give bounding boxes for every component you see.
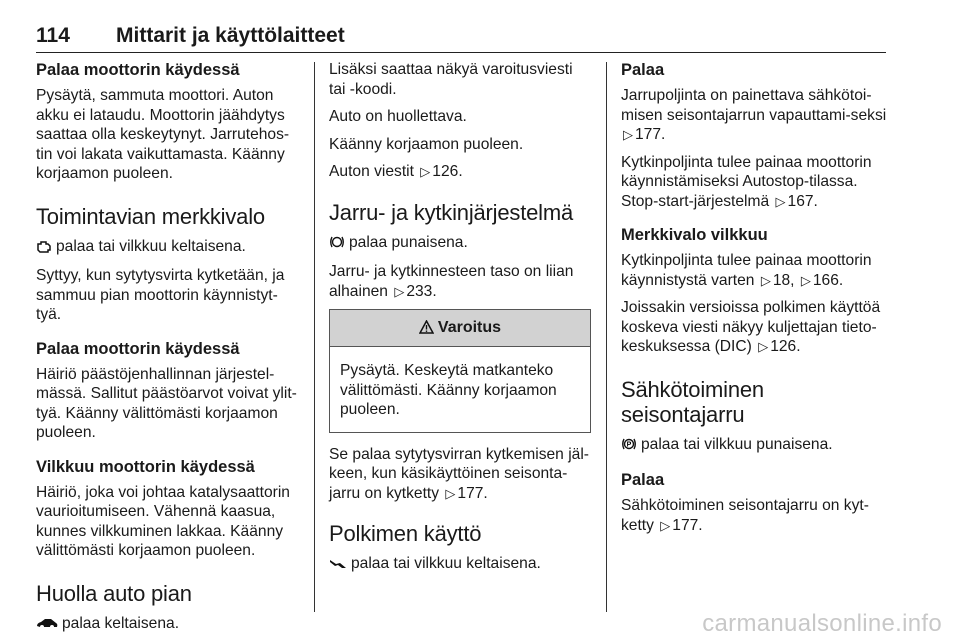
column-divider xyxy=(314,62,315,612)
page-number: 114 xyxy=(36,24,70,47)
paragraph: Käänny korjaamon puoleen. xyxy=(329,135,524,153)
warning-text: Pysäytä. Keskeytä matkanteko välittömästi. Käänny korjaamon puoleen. xyxy=(340,362,557,418)
icon-paragraph: palaa tai vilkkuu keltaisena. xyxy=(36,237,302,259)
paragraph: Häiriö, joka voi johtaa katalysaattorin vaurioitumiseen. Vähennä kaasua, kunnes vilkkuminen lakkaa. Käänny välittömästi korjaamon puoleen. xyxy=(36,483,290,559)
cross-reference-icon: ▷ xyxy=(760,272,771,288)
cross-reference-icon: ▷ xyxy=(394,283,405,299)
section-heading: Palaa xyxy=(621,471,665,489)
cross-reference-icon: ▷ xyxy=(800,272,811,288)
icon-paragraph: palaa tai vilkkuu keltaisena. xyxy=(329,554,591,576)
cross-reference-icon: ▷ xyxy=(660,517,671,533)
section-title: Jarru- ja kytkinjärjestelmä xyxy=(329,199,574,225)
page-title: Mittarit ja käyttölaitteet xyxy=(116,24,345,47)
paragraph: Kytkinpoljinta tulee painaa moottorin käynnistämiseksi Autostop-tilassa. Stop-start-järjestelmä ▷ 167. xyxy=(621,153,872,210)
paragraph: Auto on huollettava. xyxy=(329,108,467,125)
section-heading: Palaa xyxy=(621,61,665,79)
icon-paragraph: P palaa tai vilkkuu punaisena. xyxy=(621,435,889,457)
section-title: Toimintavian merkkivalo xyxy=(36,203,265,229)
section-title: Huolla auto pian xyxy=(36,580,192,606)
car-service-icon xyxy=(36,616,58,636)
paragraph: Lisäksi saattaa näkyä varoitusviesti tai -koodi. xyxy=(329,61,573,98)
cross-reference-icon: ▷ xyxy=(758,339,769,354)
section-title: seisontajarru xyxy=(621,401,745,427)
paragraph: Sähkötoiminen seisontajarru on kyt-ketty ▷ 177. xyxy=(621,497,869,534)
page-reference-link[interactable]: 18, xyxy=(772,271,795,289)
icon-paragraph: palaa punaisena. xyxy=(329,233,591,255)
paragraph: Auton viestit ▷ 126. xyxy=(329,163,463,180)
section-heading: Palaa moottorin käydessä xyxy=(36,339,240,358)
parking-brake-icon xyxy=(621,437,637,457)
svg-text:P: P xyxy=(626,441,632,448)
page-reference-link[interactable]: 177. xyxy=(672,516,703,534)
paragraph: Jarru- ja kytkinnesteen taso on liian alhainen ▷ 233. xyxy=(329,263,574,300)
column-divider xyxy=(606,62,607,612)
warning-triangle-icon xyxy=(419,312,434,348)
pedal-icon xyxy=(329,556,347,576)
paragraph: Syttyy, kun sytytysvirta kytketään, ja sammuu pian moottorin käynnistyt-tyä. xyxy=(36,267,285,323)
icon-paragraph: palaa keltaisena. xyxy=(36,614,302,636)
cross-reference-icon: ▷ xyxy=(445,485,456,501)
warning-header xyxy=(330,310,590,347)
page-header xyxy=(36,18,886,53)
section-heading: Vilkkuu moottorin käydessä xyxy=(36,457,255,476)
warning-label: Varoitus xyxy=(437,319,502,336)
cross-reference-icon: ▷ xyxy=(420,164,431,179)
page-reference-link[interactable]: 167. xyxy=(787,192,818,210)
section-heading: Palaa moottorin käydessä xyxy=(36,61,240,79)
column-1 xyxy=(36,60,302,643)
watermark: carmanualsonline.info xyxy=(702,610,942,637)
column-2 xyxy=(329,60,591,584)
section-heading: Merkkivalo vilkkuu xyxy=(621,226,768,244)
cross-reference-icon: ▷ xyxy=(623,127,633,142)
page-reference-link[interactable]: 177. xyxy=(457,484,488,502)
section-title: Sähkötoiminen xyxy=(621,376,764,402)
cross-reference-icon: ▷ xyxy=(775,193,786,209)
brake-warning-icon xyxy=(329,235,345,255)
page-reference-link[interactable]: 126. xyxy=(770,338,801,355)
section-title: Polkimen käyttö xyxy=(329,521,482,546)
paragraph: Häiriö päästöjenhallinnan järjestel-mässä. Sallitut päästöarvot voivat ylit-tyä. Käänny välittömästi korjaamon puoleen. xyxy=(36,365,297,441)
paragraph: Kytkinpoljinta tulee painaa moottorin käynnistystä varten ▷ 18, ▷ 166. xyxy=(621,252,872,289)
paragraph: Jarrupoljinta on painettava sähkötoi-misen seisontajarrun vapauttami-seksi ▷ 177. xyxy=(621,87,887,143)
warning-box xyxy=(329,309,591,433)
page-reference-link[interactable]: 177. xyxy=(635,126,666,143)
paragraph: Pysäytä, sammuta moottori. Auton akku ei lataudu. Moottorin jäähdytys saattaa olla keskeytynyt. Jarrutehos-tin voi lakata vaikuttamasta. Käänny korjaamon puoleen. xyxy=(36,87,290,182)
page-reference-link[interactable]: 166. xyxy=(812,271,844,289)
column-3 xyxy=(621,60,889,543)
paragraph: Se palaa sytytysvirran kytkemisen jäl-keen, kun käsikäyttöinen seisonta-jarru on kytketty ▷ 177. xyxy=(329,445,589,502)
page-reference-link[interactable]: 233. xyxy=(406,282,437,300)
page-reference-link[interactable]: 126. xyxy=(432,163,463,180)
engine-check-icon xyxy=(36,239,52,259)
paragraph: Joissakin versioissa polkimen käyttöä koskeva viesti näkyy kuljettajan tieto-keskuksessa (DIC) ▷ 126. xyxy=(621,299,881,355)
